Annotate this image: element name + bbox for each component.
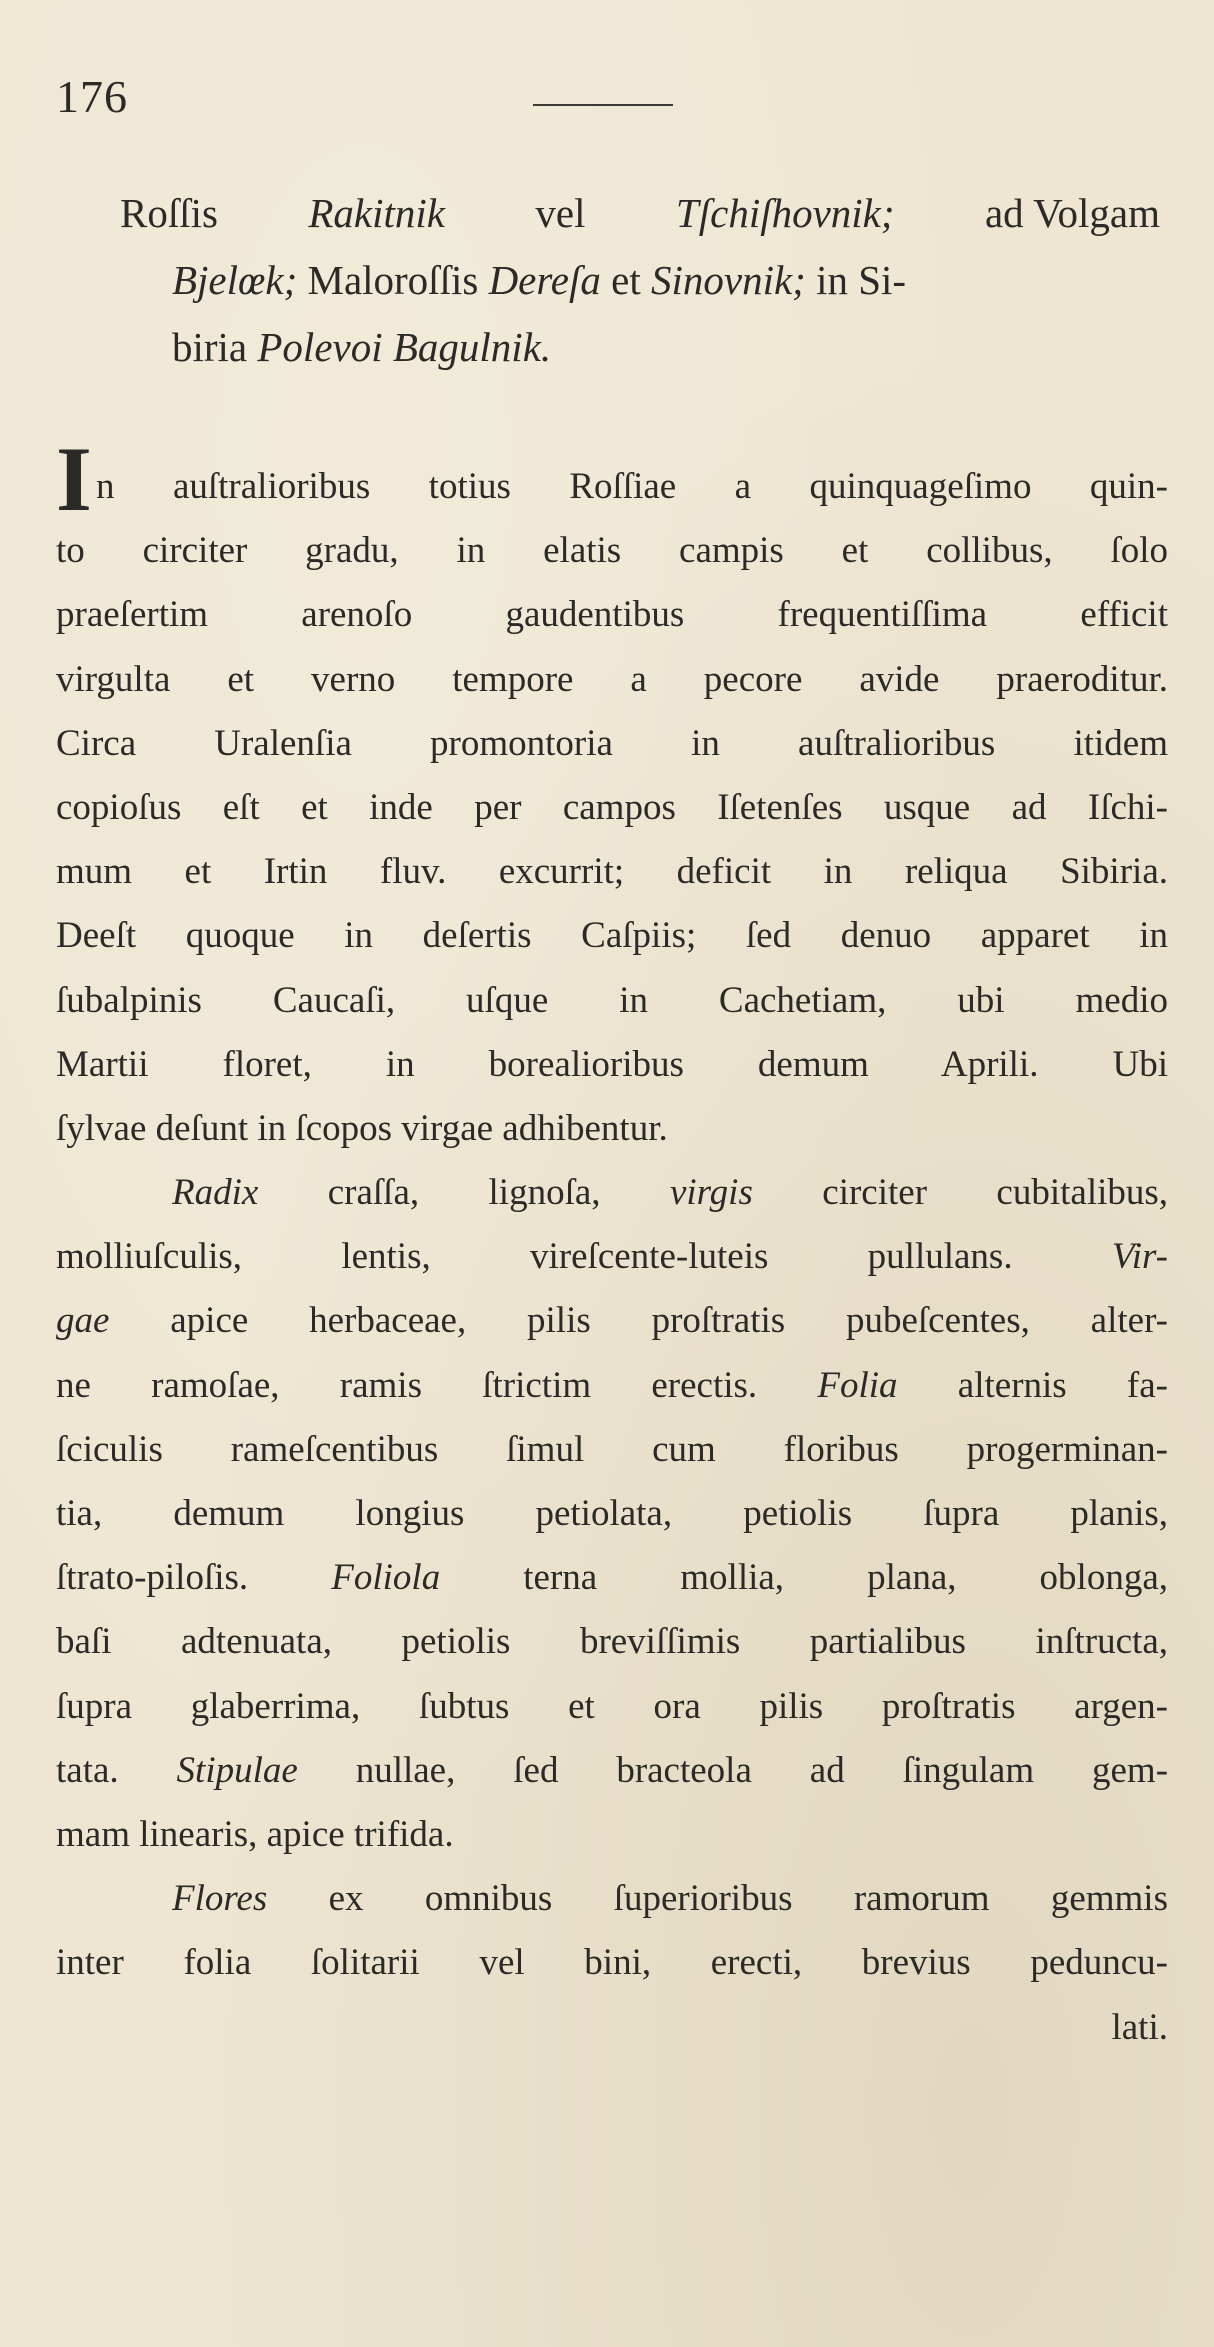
- paragraph-2-line: tia, demum longius petiolata, petiolis ſupra planis,: [56, 1493, 1168, 1534]
- paragraph-1-line: ſylvae deſunt in ſcopos virgae adhibentur.: [56, 1107, 668, 1149]
- paragraph-1-line: virgulta et verno tempore a pecore avide praeroditur.: [56, 658, 1168, 700]
- paragraph-1-line: mum et Irtin fluv. excurrit; deficit in reliqua Sibiria.: [56, 851, 1168, 893]
- vernacular-line-1: Roſſis Rakitnik vel Tſchiſhovnik; ad Volgam: [120, 190, 1160, 236]
- paragraph-3-line: inter folia ſolitarii vel bini, erecti, brevius peduncu-: [56, 1942, 1168, 1984]
- body-text: [56, 428, 1169, 2060]
- header-rule: [533, 104, 673, 106]
- paragraph-2-line: molliuſculis, lentis, vireſcente-luteis pullulans. Vir-: [56, 1236, 1168, 1278]
- paragraph-2-line: ſciculis rameſcentibus ſimul cum floribus progerminan-: [56, 1428, 1168, 1470]
- vernacular-names: [120, 180, 1160, 381]
- paragraph-1-line: Deeſt quoque in deſertis Caſpiis; ſed denuo apparet in: [56, 915, 1168, 957]
- vernacular-line-2: Bjelœk; Maloroſſis Dereſa et Sinovnik; in Si-: [172, 257, 907, 303]
- paragraph-2-line: mam linearis, apice trifida.: [56, 1813, 454, 1855]
- paragraph-1-line: ſubalpinis Caucaſi, uſque in Cachetiam, ubi medio: [56, 979, 1168, 1021]
- paragraph-2-line: baſi adtenuata, petiolis breviſſimis partialibus inſtructa,: [56, 1621, 1168, 1663]
- paragraph-1-line: Martii floret, in borealioribus demum Aprili. Ubi: [56, 1043, 1168, 1085]
- paragraph-1-line: to circiter gradu, in elatis campis et collibus, ſolo: [56, 530, 1168, 572]
- paragraph-2-line: ne ramoſae, ramis ſtrictim erectis. Folia alternis fa-: [56, 1364, 1168, 1406]
- paragraph-2-line: ſupra glaberrima, ſubtus et ora pilis proſtratis argen-: [56, 1685, 1168, 1727]
- paragraph-1-line: copioſus eſt et inde per campos Iſetenſes usque ad Iſchi-: [56, 786, 1168, 828]
- catchword: lati.: [1111, 2006, 1168, 2048]
- drop-cap: I: [56, 428, 92, 530]
- paragraph-2-line: Radix craſſa, lignoſa, virgis circiter cubitalibus,: [172, 1172, 1169, 1214]
- paragraph-2-line: ſtrato-piloſis. Foliola terna mollia, plana, oblonga,: [56, 1557, 1168, 1599]
- paragraph-1-line: praeſertim arenoſo gaudentibus frequentiſſima efficit: [56, 594, 1168, 636]
- paragraph-1-line-1: I n auſtralioribus totius Roſſiae a quinquageſimo quin-: [56, 428, 1168, 530]
- page-number: 176: [56, 71, 128, 122]
- paragraph-2-line: gae apice herbaceae, pilis proſtratis pubeſcentes, alter-: [56, 1300, 1168, 1342]
- paragraph-2-line: tata. Stipulae nullae, ſed bracteola ad ſingulam gem-: [56, 1749, 1169, 1791]
- vernacular-line-3: biria Polevoi Bagulnik.: [172, 324, 552, 370]
- paragraph-3-line: Flores ex omnibus ſuperioribus ramorum gemmis: [172, 1878, 1168, 1920]
- paragraph-1-line: Circa Uralenſia promontoria in auſtralioribus itidem: [56, 722, 1168, 764]
